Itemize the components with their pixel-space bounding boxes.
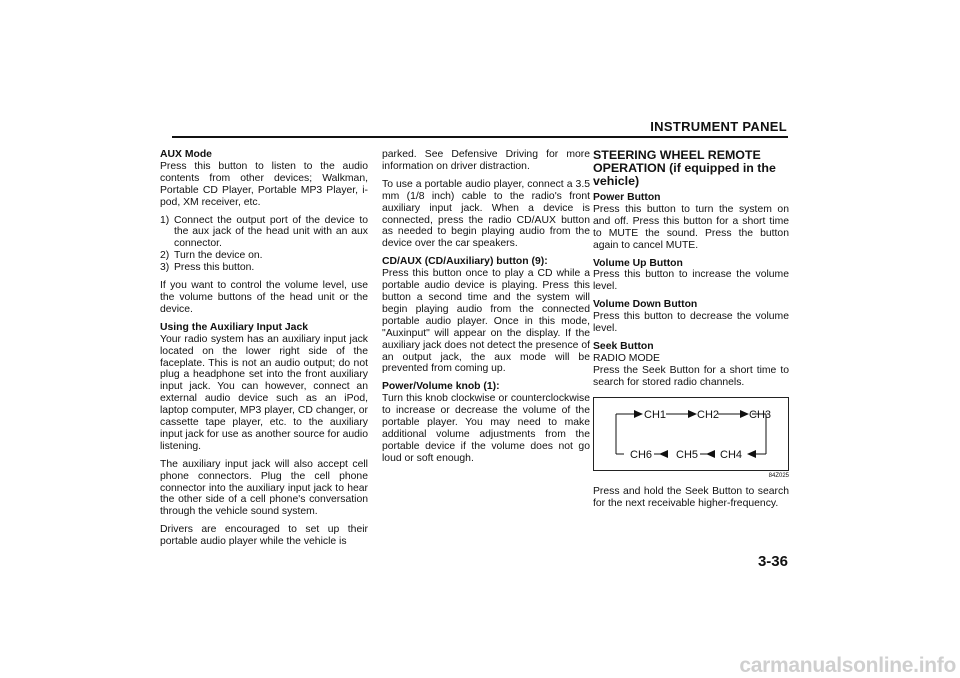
channel-cycle-diagram [593, 397, 789, 471]
volume-down-text: Press this button to decrease the volume level. [593, 311, 789, 335]
aux-mode-heading: AUX Mode [160, 149, 212, 160]
arrow-right-icon [688, 410, 697, 418]
volume-up-block [593, 258, 789, 294]
list-item: 1) Connect the output port of the device to the aux jack of the head unit with an aux connector. [160, 214, 368, 250]
power-button-heading: Power Button [593, 192, 661, 203]
cell-phone-paragraph: The auxiliary input jack will also accept cell phone connectors. Plug the cell phone connector into the auxiliary input jack to hear the other side of a cell phone's conversation through the vehicle sound system. [160, 458, 368, 518]
channel-label: CH4 [720, 448, 743, 461]
seek-button-block [593, 341, 789, 389]
aux-jack-block [160, 322, 368, 453]
volume-down-heading: Volume Down Button [593, 299, 698, 311]
cd-aux-heading: CD/AUX (CD/Auxiliary) button (9): [382, 256, 548, 268]
seek-button-text: Press the Seek Button for a short time to search for stored radio channels. [593, 364, 789, 388]
page-number: 3-36 [757, 553, 788, 570]
seek-mode-label: RADIO MODE [593, 352, 660, 364]
list-item: 3) Press this button. [160, 262, 255, 274]
figure-code: 84Z025 [768, 472, 789, 479]
header-rule [172, 136, 788, 138]
aux-jack-text: Your radio system has an auxiliary input jack located on the lower right side of the faceplate. This is not an audio output; do not plug a headphone set into the front auxiliary input jack. You can however, connect an external audio device such as an iPod, laptop computer, MP3 player, CD changer, or cassette tape player, etc. to the auxiliary input jack for use as another source for audio listening. [160, 333, 368, 452]
arrow-left-icon [659, 450, 668, 458]
parked-paragraph: parked. See Defensive Driving for more information on driver distraction. [382, 149, 590, 172]
arrow-right-icon [634, 410, 643, 418]
aux-mode-block [160, 149, 368, 209]
portable-player-paragraph: To use a portable audio player, connect a 3.5 mm (1/8 inch) cable to the radio's front auxiliary input jack. When a device is connected, press the radio CD/AUX button as needed to begin playing audio from the device over the car speakers. [382, 178, 590, 250]
column-middle [382, 149, 590, 471]
power-button-block [593, 192, 789, 252]
aux-jack-heading: Using the Auxiliary Input Jack [160, 321, 309, 333]
power-button-text: Press this button to turn the system on and off. Press this button for a short time to MUTE the sound. Press the button again to cancel MUTE. [593, 203, 789, 251]
arrow-right-icon [740, 410, 749, 418]
seek-button-heading: Seek Button [593, 340, 654, 352]
volume-down-block [593, 299, 789, 335]
column-left [160, 149, 368, 554]
list-item: 2) Turn the device on. [160, 250, 263, 262]
power-volume-block [382, 381, 590, 464]
watermark: carmanualsonline.info [739, 654, 956, 677]
channel-label: CH6 [630, 448, 653, 461]
channel-cycle-svg [594, 398, 788, 470]
cd-aux-block [382, 256, 590, 375]
volume-up-text: Press this button to increase the volume level. [593, 269, 789, 293]
section-title: STEERING WHEEL REMOTE OPERATION (if equipped in the vehicle) [593, 148, 776, 188]
channel-label: CH1 [644, 408, 667, 421]
power-volume-text: Turn this knob clockwise or counterclockwise to increase or decrease the volume of the portable player. You may need to make additional volume adjustments from the portable device if the volume does not go loud or soft enough. [382, 393, 590, 464]
arrow-left-icon [747, 450, 756, 458]
seek-hold-paragraph: Press and hold the Seek Button to search for the next receivable higher-frequency. [593, 485, 789, 509]
channel-label: CH5 [676, 448, 699, 461]
arrow-left-icon [706, 450, 715, 458]
drivers-paragraph: Drivers are encouraged to set up their portable audio player while the vehicle is [160, 524, 368, 548]
aux-mode-text: Press this button to listen to the audio contents from other devices; Walkman, Portable CD Player, Portable MP3 Player, i-pod, XM receiver, etc. [160, 160, 368, 208]
channel-label: CH2 [697, 408, 720, 421]
cd-aux-text: Press this button once to play a CD while a portable audio device is playing. Press this button a second time and the system will begin playing audio from the connected portable audio player. Once in this mode, "Auxinput" will appear on the display. If the auxiliary jack does not detect the presence of an output jack, the aux mode will be prevented from coming up. [382, 268, 590, 375]
volume-paragraph: If you want to control the volume level, use the volume buttons of the head unit or the device. [160, 280, 368, 315]
power-volume-heading: Power/Volume knob (1): [382, 381, 500, 393]
channel-label: CH3 [749, 408, 772, 421]
header-title: INSTRUMENT PANEL [650, 119, 787, 134]
column-right [593, 149, 789, 515]
aux-steps-list [160, 215, 368, 275]
volume-up-heading: Volume Up Button [593, 257, 683, 269]
